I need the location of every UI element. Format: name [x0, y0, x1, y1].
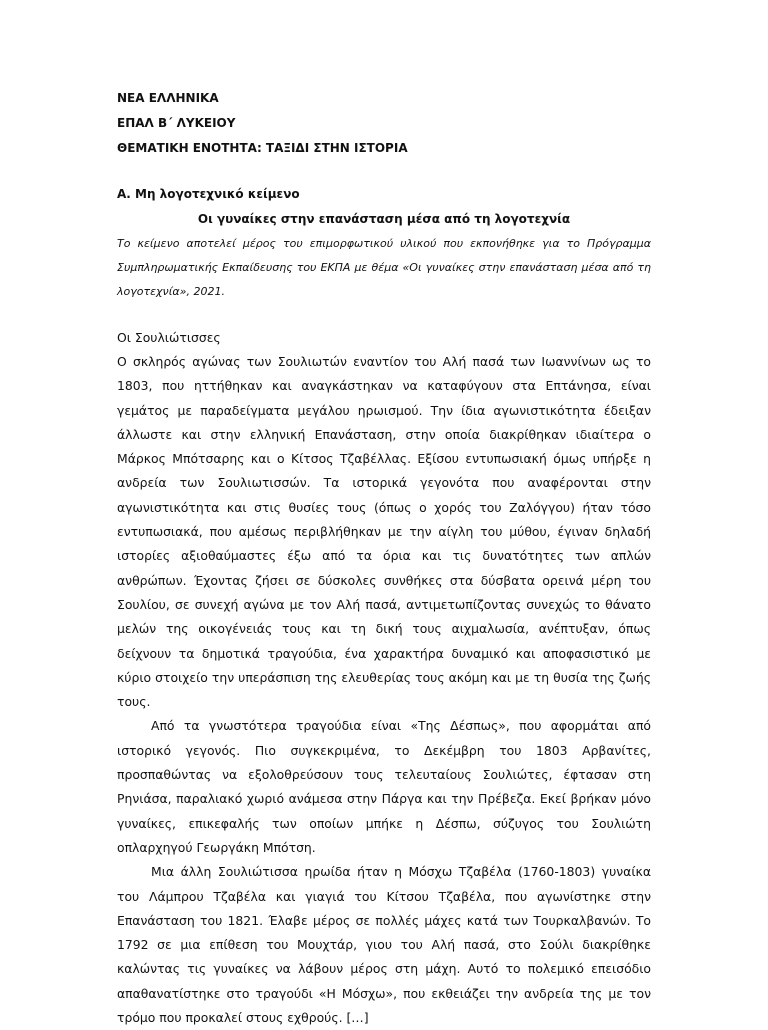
- article-title: Οι γυναίκες στην επανάσταση μέσα από τη λογοτεχνία: [197, 212, 571, 226]
- subject-heading: ΝΕΑ ΕΛΛΗΝΙΚΑ: [117, 91, 219, 105]
- section-label: Α. Μη λογοτεχνικό κείμενο: [117, 187, 300, 201]
- document-content: [117, 86, 651, 1030]
- unit-heading: ΘΕΜΑΤΙΚΗ ΕΝΟΤΗΤΑ: ΤΑΞΙΔΙ ΣΤΗΝ ΙΣΤΟΡΙΑ: [117, 141, 408, 155]
- body-paragraph-2: Από τα γνωστότερα τραγούδια είναι «Της Δέσπως», που αφορμάται από ιστορικό γεγονός. Πιο συγκεκριμένα, το Δεκέμβρη του 1803 Αρβανίτες, προσπαθώντας να εξολοθρεύσουν τους τελευταίους Σουλιώτες, έφτασαν στη Ρηνιάσα, παραλιακό χωριό ανάμεσα στην Πάργα και την Πρέβεζα. Εκεί βρήκαν μόνο γυναίκες, επικεφαλής των οποίων μπήκε η Δέσπω, σύζυγος του Σουλιώτη οπλαρχηγού Γεωργάκη Μπότση.: [117, 718, 651, 855]
- grade-heading: ΕΠΑΛ Β΄ ΛΥΚΕΙΟΥ: [117, 116, 236, 130]
- source-note: Το κείμενο αποτελεί μέρος του επιμορφωτικού υλικού που εκπονήθηκε για το Πρόγραμμα Συμπληρωματικής Εκπαίδευσης του ΕΚΠΑ με θέμα «Οι γυναίκες στην επανάσταση μέσα από τη λογοτεχνία», 2021.: [117, 237, 651, 298]
- subheading: Οι Σουλιώτισσες: [117, 330, 221, 345]
- body-paragraph-1: Ο σκληρός αγώνας των Σουλιωτών εναντίον του Αλή πασά των Ιωαννίνων ως το 1803, που ηττήθηκαν και αναγκάστηκαν να καταφύγουν στα Επτάνησα, είναι γεμάτος με παραδείγματα μεγάλου ηρωισμού. Την ίδια αγωνιστικότητα έδειξαν άλλωστε και στην ελληνική Επανάσταση, στην οποία διακρίθηκαν ιδιαίτερα ο Μάρκος Μπότσαρης και ο Κίτσος Τζαβέλλας. Εξίσου εντυπωσιακή όμως υπήρξε η ανδρεία των Σουλιωτισσών. Τα ιστορικά γεγονότα που αναφέρονται στην αγωνιστικότητα και στις θυσίες τους (όπως ο χορός του Ζαλόγγου) ήταν τόσο εντυπωσιακά, που αμέσως περιβλήθηκαν με την αίγλη του μύθου, έγιναν δηλαδή ιστορίες αξιοθαύμαστες έξω από τα όρια και τις δυνατότητες των απλών ανθρώπων. Έχοντας ζήσει σε δύσκολες συνθήκες στα δύσβατα ορεινά μέρη του Σουλίου, σε συνεχή αγώνα με τον Αλή πασά, αντιμετωπίζοντας συνεχώς το θάνατο μελών της οικογένειάς τους και τη δική τους αιχμαλωσία, ανέπτυξαν, όπως δείχνουν τα δημοτικά τραγούδια, ένα χαρακτήρα δυναμικό και αποφασιστικό με κύριο στοιχείο την υπεράσπιση της ελευθερίας τους ακόμη και με τη θυσία της ζωής τους.: [117, 354, 651, 710]
- body-paragraph-3: Μια άλλη Σουλιώτισσα ηρωίδα ήταν η Μόσχω Τζαβέλα (1760-1803) γυναίκα του Λάμπρου Τζαβέλα και γιαγιά του Κίτσου Τζαβέλα, που αγωνίστηκε στην Επανάσταση του 1821. Έλαβε μέρος σε πολλές μάχες κατά των Τουρκαλβανών. Το 1792 σε μια επίθεση του Μουχτάρ, γιου του Αλή πασά, στο Σούλι διακρίθηκε καλώντας τις γυναίκες να λάβουν μέρος στη μάχη. Αυτό το πολεμικό επεισόδιο απαθανατίστηκε στο τραγούδι «Η Μόσχω», που εκθειάζει την ανδρεία της με τον τρόμο που προκαλεί στους εχθρούς. […]: [117, 864, 651, 1026]
